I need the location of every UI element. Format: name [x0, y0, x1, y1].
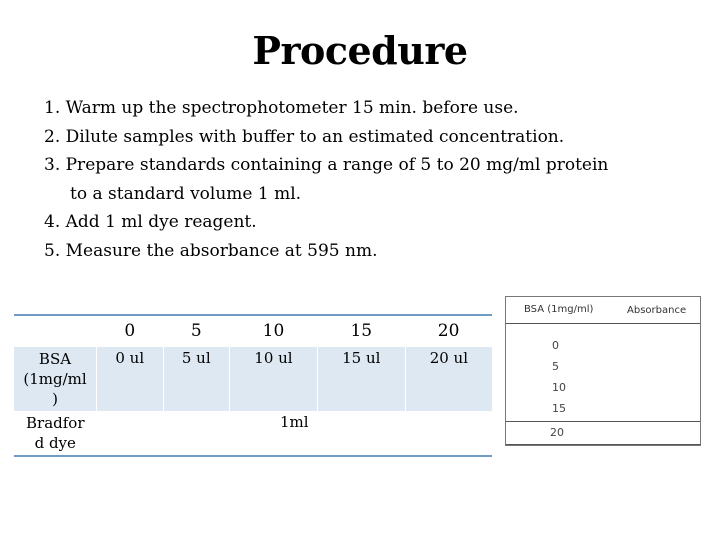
- table-cell: 15 ul: [317, 347, 405, 412]
- table-row-dye: [14, 411, 492, 456]
- step-5: 5. Measure the absorbance at 595 nm.: [44, 240, 378, 261]
- slide-title: Procedure: [252, 28, 468, 73]
- header-corner: [14, 315, 97, 347]
- table-row-bsa: [14, 347, 492, 412]
- step-1: 1. Warm up the spectrophotometer 15 min. before use.: [44, 98, 519, 118]
- procedure-steps: [44, 94, 608, 265]
- absorbance-table-image: [505, 296, 701, 446]
- header-cell: 0: [124, 321, 136, 341]
- table-header-row: [14, 315, 492, 347]
- bsa-value: 20: [550, 426, 564, 439]
- col-header-absorbance: Absorbance: [627, 305, 687, 316]
- step-3-line-2: to a standard volume 1 ml.: [70, 183, 302, 204]
- absorbance-table-last-row: [506, 421, 700, 445]
- bsa-value: 5: [552, 360, 559, 373]
- standards-table: [14, 314, 492, 457]
- bsa-value: 15: [552, 402, 566, 415]
- step-3-line-1: 3. Prepare standards containing a range of 5 to 20 mg/ml protein: [44, 155, 609, 175]
- absorbance-table-header: [506, 297, 700, 324]
- dye-volume-cell: 1ml: [279, 413, 309, 431]
- table-cell: 10 ul: [230, 347, 318, 412]
- row-label-dye: Bradfor d dye: [26, 414, 85, 452]
- table-cell: 5 ul: [163, 347, 230, 412]
- table-cell: 20 ul: [405, 347, 492, 412]
- header-cell: 15: [350, 321, 373, 341]
- step-4: 4. Add 1 ml dye reagent.: [44, 212, 257, 232]
- step-3: [44, 151, 608, 208]
- row-label-bsa: BSA (1mg/ml ): [14, 347, 97, 412]
- header-cell: 5: [190, 321, 202, 341]
- header-cell: 20: [437, 321, 460, 341]
- step-2: 2. Dilute samples with buffer to an estimated concentration.: [44, 126, 565, 147]
- header-cell: 10: [262, 321, 285, 341]
- table-cell: 0 ul: [97, 347, 164, 412]
- bsa-value: 0: [552, 339, 559, 352]
- col-header-bsa: BSA (1mg/ml): [524, 304, 594, 315]
- bsa-value: 10: [552, 381, 566, 394]
